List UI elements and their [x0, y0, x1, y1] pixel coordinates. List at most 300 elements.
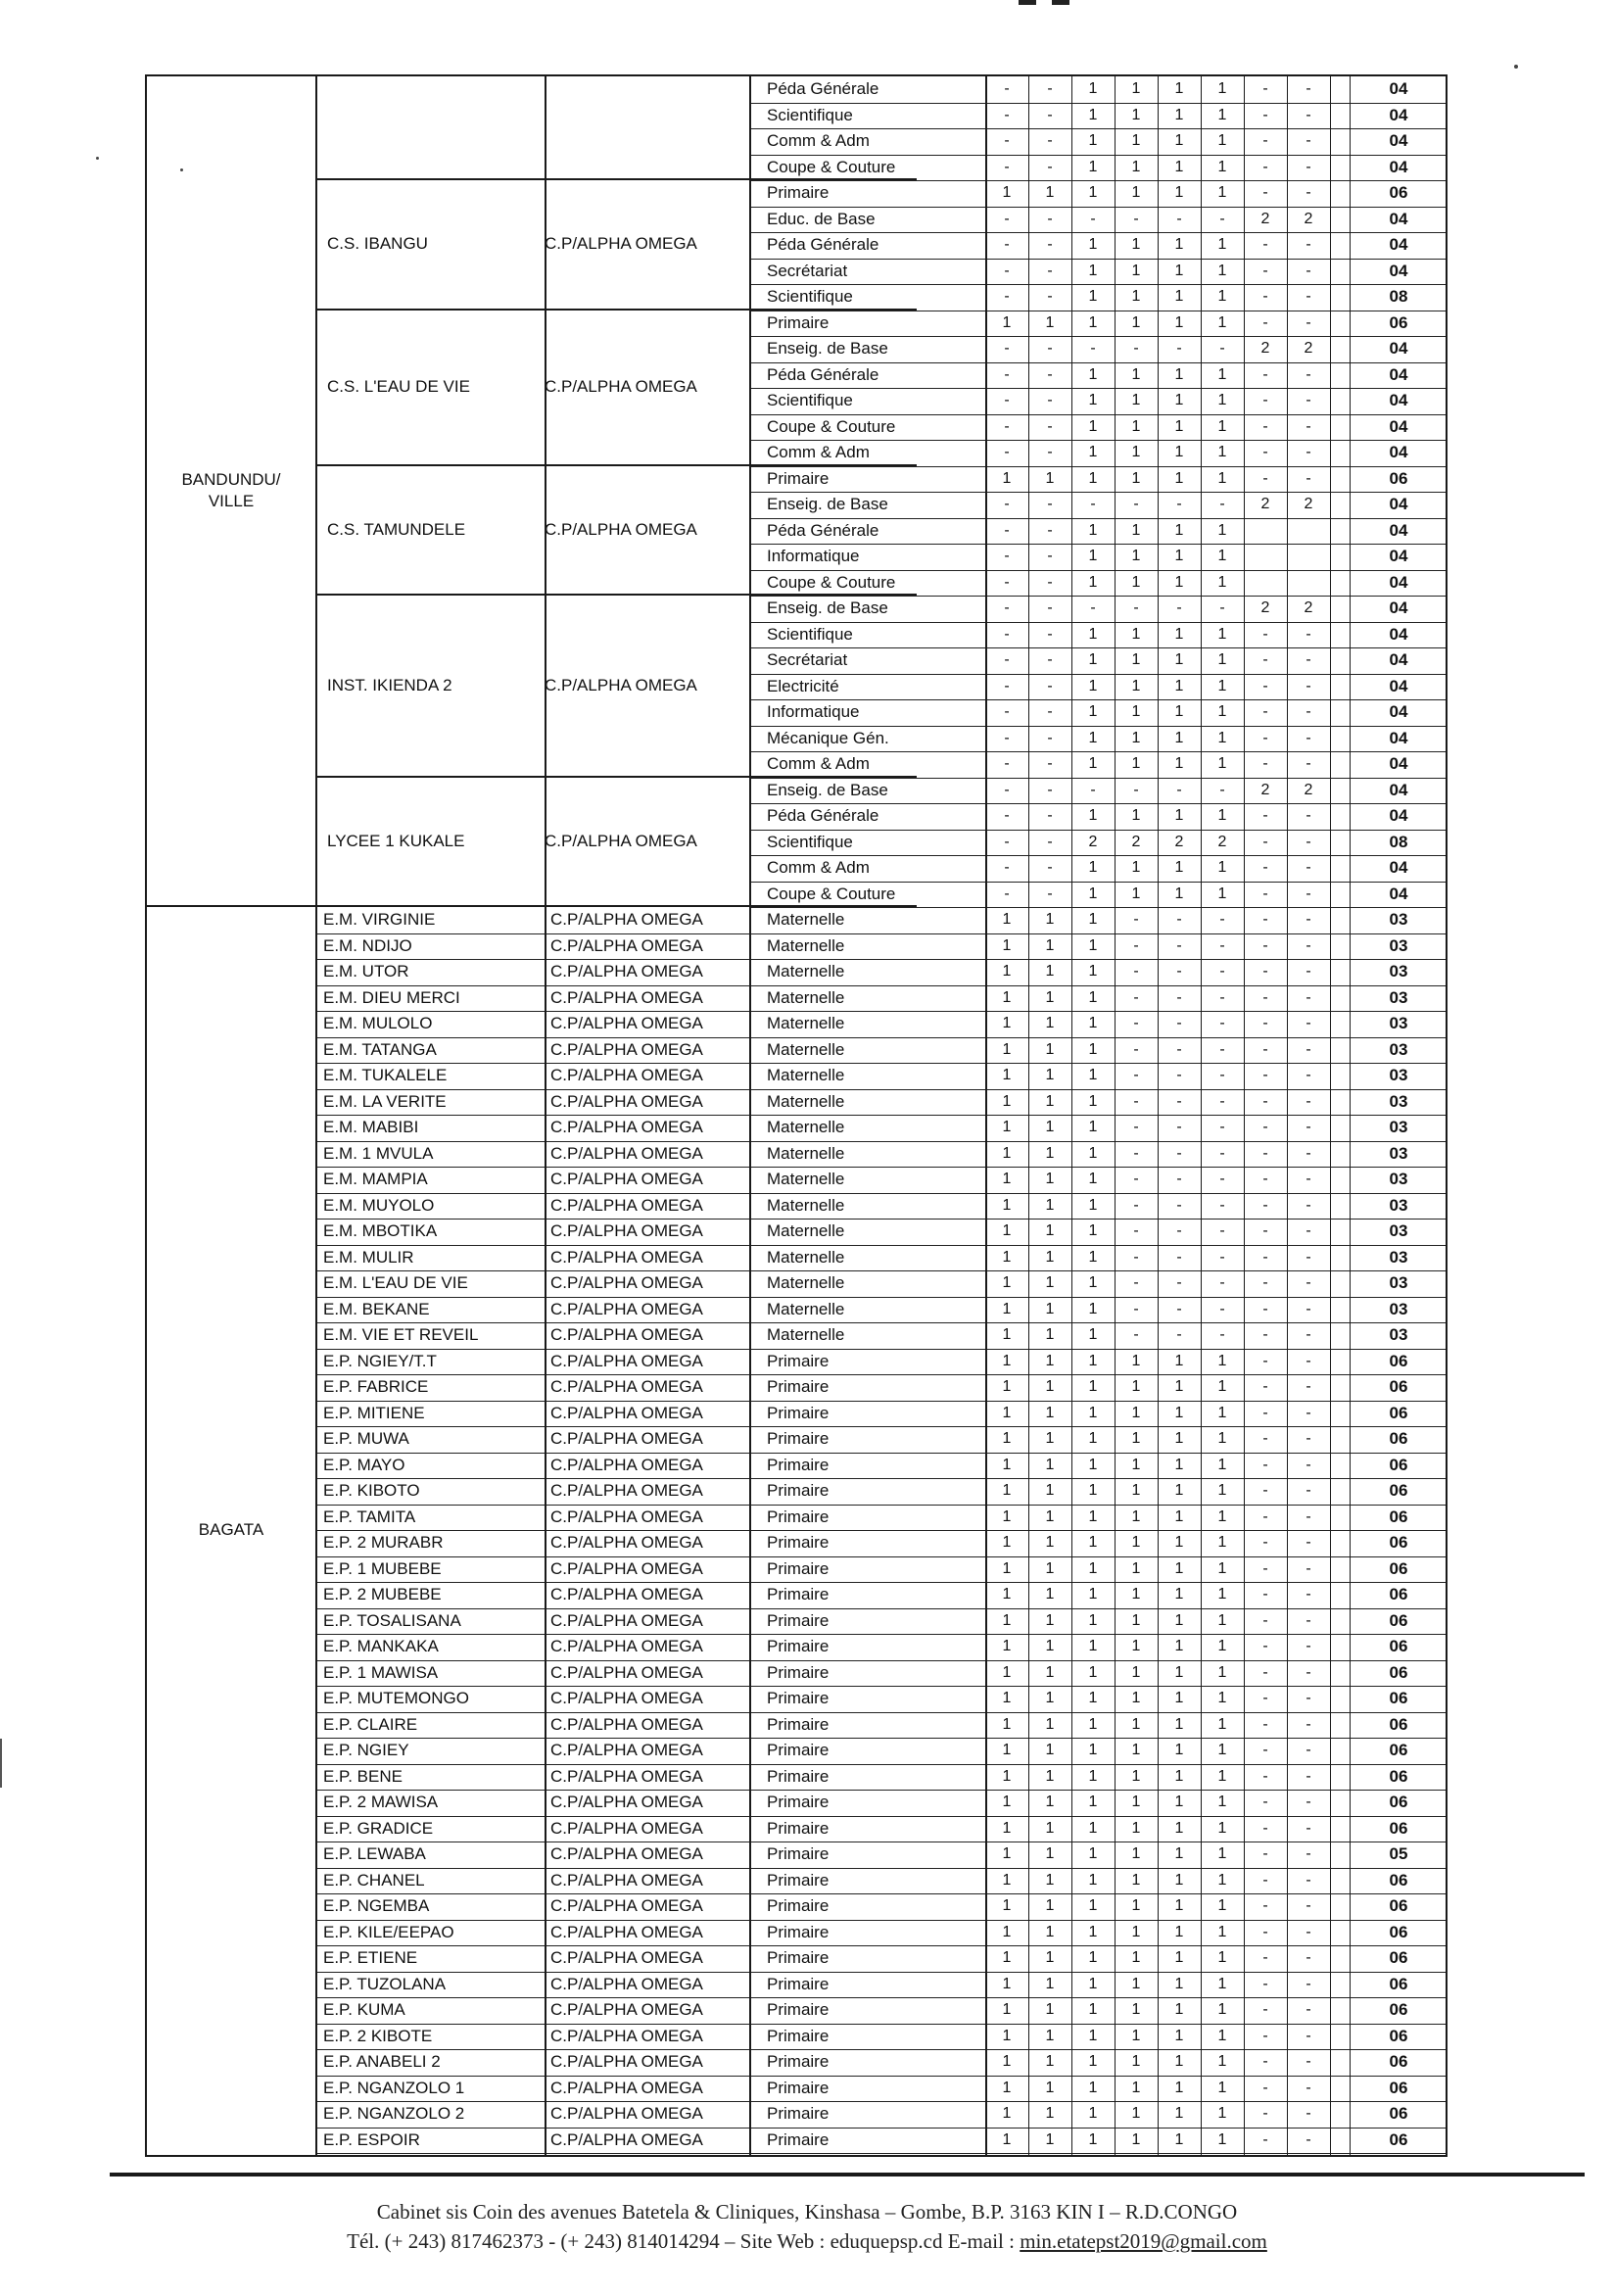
class-count-cell: 1: [1002, 1663, 1012, 1681]
group-name: C.P/ALPHA OMEGA: [550, 1689, 703, 1708]
class-count-cell: 1: [1217, 365, 1227, 383]
table-row: [147, 1868, 1446, 1894]
option-name: Primaire: [767, 1585, 830, 1604]
school-name: E.P. CLAIRE: [323, 1714, 418, 1734]
class-count-cell: -: [1004, 392, 1010, 409]
school-name: E.P. BENE: [323, 1766, 403, 1786]
column-rule: [1244, 76, 1245, 2155]
class-count-cell: -: [1262, 469, 1268, 487]
school-name: E.M. LA VERITE: [323, 1091, 447, 1111]
group-name: C.P/ALPHA OMEGA: [550, 2052, 703, 2072]
total-cell: 08: [1389, 832, 1408, 851]
class-count-cell: 1: [1045, 1586, 1055, 1603]
class-count-cell: 2: [1304, 781, 1313, 798]
class-count-cell: -: [1305, 729, 1311, 746]
class-count-cell: 1: [1045, 1378, 1055, 1396]
class-count-cell: -: [1262, 236, 1268, 254]
class-count-cell: -: [1305, 1507, 1311, 1525]
class-count-cell: 1: [1174, 1949, 1184, 1967]
class-count-cell: 2: [1304, 599, 1313, 617]
class-count-cell: 1: [1088, 106, 1098, 123]
table-row: [147, 180, 1446, 207]
row-rule: [315, 2153, 1446, 2154]
table-row: [147, 1297, 1446, 1323]
class-count-cell: -: [1133, 1171, 1139, 1188]
total-cell: 04: [1389, 858, 1408, 878]
allocation-table: [145, 74, 1448, 2157]
class-count-cell: 1: [1088, 184, 1098, 202]
total-cell: 06: [1389, 2129, 1408, 2149]
class-count-cell: 1: [1088, 963, 1098, 981]
option-name: Comm & Adm: [767, 131, 870, 151]
class-count-cell: 1: [1045, 1015, 1055, 1032]
group-name: C.P/ALPHA OMEGA: [550, 1066, 703, 1085]
class-count-cell: 1: [1131, 417, 1141, 435]
school-name: E.P. 2 MAWISA: [323, 1793, 439, 1812]
school-name: E.P. TAMITA: [323, 1507, 416, 1526]
school-name: E.M. MULOLO: [323, 1014, 433, 1033]
table-row: [147, 336, 1446, 362]
table-row: [147, 1505, 1446, 1531]
school-name: E.P. 2 MUBEBE: [323, 1585, 442, 1604]
class-count-cell: -: [1090, 210, 1096, 227]
class-count-cell: 1: [1131, 651, 1141, 669]
class-count-cell: -: [1047, 781, 1053, 798]
class-count-cell: -: [1047, 444, 1053, 461]
option-name: Primaire: [767, 2026, 830, 2045]
class-count-cell: 1: [1002, 1119, 1012, 1136]
class-count-cell: -: [1262, 885, 1268, 902]
class-count-cell: -: [1047, 80, 1053, 98]
table-row: [147, 570, 1446, 597]
class-count-cell: -: [1133, 963, 1139, 981]
class-count-cell: -: [1305, 1715, 1311, 1733]
group-name: C.P/ALPHA OMEGA: [550, 1741, 703, 1760]
group-name: C.P/ALPHA OMEGA: [550, 962, 703, 981]
class-count-cell: 1: [1174, 1742, 1184, 1759]
class-count-cell: -: [1262, 1248, 1268, 1266]
top-scan-mark: [1019, 0, 1073, 5]
class-count-cell: -: [1262, 1845, 1268, 1863]
class-count-cell: 1: [1045, 988, 1055, 1006]
option-name: Primaire: [767, 1689, 830, 1708]
total-cell: 03: [1389, 1143, 1408, 1163]
school-name: E.M. VIRGINIE: [323, 910, 436, 930]
class-count-cell: 1: [1088, 1144, 1098, 1162]
class-count-cell: -: [1305, 417, 1311, 435]
class-count-cell: -: [1219, 1119, 1225, 1136]
total-cell: 04: [1389, 728, 1408, 747]
class-count-cell: -: [1219, 1144, 1225, 1162]
class-count-cell: 1: [1002, 1300, 1012, 1317]
class-count-cell: 1: [1174, 1871, 1184, 1889]
class-count-cell: -: [1305, 1663, 1311, 1681]
class-count-cell: 1: [1174, 392, 1184, 409]
class-count-cell: [1244, 518, 1287, 545]
school-name: E.P. MANKAKA: [323, 1637, 439, 1656]
option-name: Maternelle: [767, 1170, 845, 1189]
option-name: Primaire: [767, 2078, 830, 2097]
class-count-cell: 1: [1002, 2130, 1012, 2148]
table-row: [147, 1167, 1446, 1193]
total-cell: 04: [1389, 235, 1408, 255]
table-row: [147, 1193, 1446, 1220]
option-name: Maternelle: [767, 1118, 845, 1137]
class-count-cell: -: [1047, 573, 1053, 591]
class-count-cell: 1: [1131, 1897, 1141, 1915]
class-count-cell: 1: [1174, 1897, 1184, 1915]
class-count-cell: 1: [1131, 573, 1141, 591]
class-count-cell: -: [1305, 703, 1311, 721]
class-count-cell: 1: [1088, 1742, 1098, 1759]
class-count-cell: -: [1262, 1040, 1268, 1058]
group-name: C.P/ALPHA OMEGA: [550, 935, 703, 955]
class-count-cell: 2: [1260, 210, 1270, 227]
option-name: Primaire: [767, 1741, 830, 1760]
class-count-cell: 2: [1174, 833, 1184, 850]
table-row: [147, 1660, 1446, 1687]
class-count-cell: 1: [1217, 1663, 1227, 1681]
total-cell: 06: [1389, 1533, 1408, 1553]
class-count-cell: 1: [1002, 1482, 1012, 1500]
class-count-cell: -: [1305, 1326, 1311, 1344]
total-cell: 06: [1389, 1377, 1408, 1397]
class-count-cell: 1: [1088, 1690, 1098, 1707]
class-count-cell: -: [1305, 2079, 1311, 2096]
class-count-cell: 1: [1002, 2027, 1012, 2044]
group-name: C.P/ALPHA OMEGA: [550, 1974, 703, 1993]
class-count-cell: 1: [1088, 1949, 1098, 1967]
table-row: [147, 103, 1446, 129]
school-name: E.M. MAMPIA: [323, 1170, 428, 1189]
class-count-cell: -: [1305, 1534, 1311, 1552]
class-count-cell: 2: [1088, 833, 1098, 850]
class-count-cell: 1: [1002, 2105, 1012, 2123]
class-count-cell: -: [1262, 729, 1268, 746]
footer-email[interactable]: min.etatepst2019@gmail.com: [1020, 2229, 1267, 2253]
class-count-cell: -: [1047, 651, 1053, 669]
class-count-cell: -: [1305, 1040, 1311, 1058]
class-count-cell: 1: [1002, 1196, 1012, 1214]
class-count-cell: -: [1004, 807, 1010, 825]
class-count-cell: -: [1219, 911, 1225, 929]
class-count-cell: 1: [1174, 469, 1184, 487]
class-count-cell: -: [1262, 1171, 1268, 1188]
class-count-cell: -: [1262, 1611, 1268, 1629]
table-row: [147, 1712, 1446, 1739]
class-count-cell: -: [1305, 1690, 1311, 1707]
class-count-cell: 1: [1088, 1015, 1098, 1032]
table-row: [147, 1816, 1446, 1842]
class-count-cell: -: [1047, 625, 1053, 643]
total-cell: 06: [1389, 1637, 1408, 1656]
class-count-cell: -: [1262, 1430, 1268, 1448]
class-count-cell: -: [1262, 1222, 1268, 1240]
school-name: E.P. TOSALISANA: [323, 1610, 461, 1630]
group-name: C.P/ALPHA OMEGA: [550, 1299, 703, 1318]
class-count-cell: 1: [1045, 1715, 1055, 1733]
class-count-cell: -: [1090, 781, 1096, 798]
total-cell: 06: [1389, 1948, 1408, 1968]
school-name: E.P. LEWABA: [323, 1844, 426, 1864]
class-count-cell: 1: [1131, 2053, 1141, 2071]
class-count-cell: -: [1305, 911, 1311, 929]
class-count-cell: -: [1305, 106, 1311, 123]
total-cell: 04: [1389, 780, 1408, 799]
class-count-cell: 1: [1002, 1326, 1012, 1344]
class-count-cell: -: [1133, 1144, 1139, 1162]
class-count-cell: -: [1262, 833, 1268, 850]
table-row: [147, 492, 1446, 518]
class-count-cell: 1: [1088, 1456, 1098, 1473]
class-count-cell: 1: [1174, 625, 1184, 643]
class-count-cell: -: [1047, 340, 1053, 358]
class-count-cell: -: [1305, 1171, 1311, 1188]
table-row: [147, 778, 1446, 804]
class-count-cell: -: [1090, 599, 1096, 617]
class-count-cell: -: [1305, 1404, 1311, 1421]
class-count-cell: 1: [1088, 1638, 1098, 1655]
class-count-cell: -: [1133, 1196, 1139, 1214]
class-count-cell: 1: [1174, 1845, 1184, 1863]
class-count-cell: 1: [1131, 1611, 1141, 1629]
class-count-cell: -: [1305, 807, 1311, 825]
class-count-cell: 1: [1217, 1949, 1227, 1967]
table-row: [147, 882, 1446, 908]
class-count-cell: -: [1176, 340, 1182, 358]
school-name: E.M. 1 MVULA: [323, 1143, 434, 1163]
class-count-cell: 1: [1217, 1482, 1227, 1500]
school-name: E.M. TUKALELE: [323, 1066, 448, 1085]
class-count-cell: 1: [1131, 1819, 1141, 1837]
class-count-cell: -: [1262, 1819, 1268, 1837]
class-count-cell: -: [1305, 1819, 1311, 1837]
class-count-cell: -: [1219, 936, 1225, 954]
class-count-cell: -: [1305, 313, 1311, 331]
total-cell: 05: [1389, 1844, 1408, 1864]
region-cell-bandundu: BANDUNDU/ VILLE: [147, 76, 315, 907]
class-count-cell: -: [1004, 80, 1010, 98]
class-count-cell: 1: [1217, 158, 1227, 175]
total-cell: 04: [1389, 364, 1408, 384]
option-name: Maternelle: [767, 1066, 845, 1085]
option-name: Maternelle: [767, 935, 845, 955]
class-count-cell: 1: [1088, 573, 1098, 591]
class-count-cell: 1: [1088, 1040, 1098, 1058]
class-count-cell: -: [1219, 1040, 1225, 1058]
class-count-cell: 1: [1045, 936, 1055, 954]
table-row: [147, 440, 1446, 466]
option-name: Maternelle: [767, 987, 845, 1007]
total-cell: 06: [1389, 2104, 1408, 2124]
class-count-cell: 1: [1217, 313, 1227, 331]
school-name: E.P. ETIENE: [323, 1948, 418, 1968]
class-count-cell: 1: [1217, 677, 1227, 694]
class-count-cell: 1: [1002, 1794, 1012, 1811]
table-row: [147, 284, 1446, 311]
class-count-cell: 1: [1131, 1767, 1141, 1785]
total-cell: 06: [1389, 1429, 1408, 1449]
group-name: C.P/ALPHA OMEGA: [550, 1922, 703, 1941]
option-name: Primaire: [767, 1610, 830, 1630]
class-count-cell: -: [1004, 833, 1010, 850]
class-count-cell: 1: [1174, 2053, 1184, 2071]
class-count-cell: -: [1262, 1092, 1268, 1110]
class-count-cell: -: [1262, 1119, 1268, 1136]
class-count-cell: 1: [1002, 2001, 1012, 2019]
class-count-cell: -: [1305, 1430, 1311, 1448]
class-count-cell: -: [1262, 1975, 1268, 1992]
class-count-cell: 1: [1045, 1430, 1055, 1448]
class-count-cell: -: [1262, 703, 1268, 721]
school-name: E.P. 2 MURABR: [323, 1533, 444, 1553]
class-count-cell: -: [1133, 1040, 1139, 1058]
class-count-cell: 1: [1045, 1690, 1055, 1707]
total-cell: 04: [1389, 391, 1408, 410]
total-cell: 03: [1389, 1014, 1408, 1033]
class-count-cell: 1: [1088, 651, 1098, 669]
class-count-cell: -: [1305, 1196, 1311, 1214]
class-count-cell: 1: [1002, 1507, 1012, 1525]
class-count-cell: -: [1305, 625, 1311, 643]
class-count-cell: 1: [1174, 1430, 1184, 1448]
class-count-cell: -: [1004, 106, 1010, 123]
table-row: [147, 1245, 1446, 1271]
class-count-cell: -: [1262, 1196, 1268, 1214]
class-count-cell: 1: [1088, 936, 1098, 954]
class-count-cell: 1: [1002, 1144, 1012, 1162]
total-cell: 03: [1389, 1273, 1408, 1293]
class-count-cell: 1: [1045, 1638, 1055, 1655]
class-count-cell: -: [1305, 1611, 1311, 1629]
group-name: C.P/ALPHA OMEGA: [550, 1403, 703, 1422]
class-count-cell: 2: [1131, 833, 1141, 850]
class-count-cell: -: [1305, 365, 1311, 383]
class-count-cell: -: [1262, 1559, 1268, 1577]
school-name: E.P. 1 MAWISA: [323, 1662, 439, 1682]
group-name: C.P/ALPHA OMEGA: [550, 1585, 703, 1604]
school-name: E.P. 1 MUBEBE: [323, 1558, 442, 1578]
class-count-cell: [1287, 570, 1330, 597]
table-row: [147, 699, 1446, 726]
class-count-cell: 1: [1131, 1638, 1141, 1655]
group-name: C.P/ALPHA OMEGA: [550, 2026, 703, 2045]
class-count-cell: -: [1305, 1352, 1311, 1369]
class-count-cell: 1: [1174, 677, 1184, 694]
total-cell: 04: [1389, 676, 1408, 695]
class-count-cell: -: [1219, 1326, 1225, 1344]
total-cell: 04: [1389, 131, 1408, 151]
class-count-cell: 1: [1045, 1040, 1055, 1058]
class-count-cell: -: [1305, 1975, 1311, 1992]
class-count-cell: 1: [1002, 1222, 1012, 1240]
table-row: [147, 1893, 1446, 1920]
class-count-cell: 1: [1045, 911, 1055, 929]
class-count-cell: 1: [1131, 677, 1141, 694]
class-count-cell: 1: [1002, 1274, 1012, 1292]
option-name: Maternelle: [767, 1014, 845, 1033]
class-count-cell: 1: [1131, 236, 1141, 254]
school-name: E.P. ANABELI 2: [323, 2052, 441, 2072]
class-count-cell: 1: [1131, 1430, 1141, 1448]
group-name: C.P/ALPHA OMEGA: [550, 1195, 703, 1215]
class-count-cell: -: [1004, 521, 1010, 539]
class-count-cell: 1: [1174, 106, 1184, 123]
group-name: C.P/ALPHA OMEGA: [550, 1455, 703, 1474]
class-count-cell: -: [1262, 313, 1268, 331]
class-count-cell: -: [1004, 755, 1010, 773]
option-name: Primaire: [767, 1948, 830, 1968]
class-count-cell: 1: [1217, 1534, 1227, 1552]
option-name: Primaire: [767, 1974, 830, 1993]
total-cell: 04: [1389, 157, 1408, 176]
total-cell: 08: [1389, 287, 1408, 307]
table-row: [147, 207, 1446, 233]
class-count-cell: -: [1305, 755, 1311, 773]
option-name: Primaire: [767, 468, 830, 488]
group-name: C.P/ALPHA OMEGA: [550, 1507, 703, 1526]
class-count-cell: -: [1305, 1378, 1311, 1396]
class-count-cell: 1: [1174, 262, 1184, 279]
class-count-cell: -: [1262, 365, 1268, 383]
option-name: Primaire: [767, 1533, 830, 1553]
class-count-cell: -: [1047, 392, 1053, 409]
class-count-cell: 1: [1088, 392, 1098, 409]
class-count-cell: -: [1262, 1690, 1268, 1707]
school-name: E.P. MUTEMONGO: [323, 1689, 469, 1708]
total-cell: 03: [1389, 1221, 1408, 1241]
class-count-cell: 1: [1131, 288, 1141, 306]
option-name: Scientifique: [767, 287, 853, 307]
group-name: C.P/ALPHA OMEGA: [550, 1610, 703, 1630]
table-row: [147, 232, 1446, 259]
column-rule: [1115, 76, 1116, 2155]
class-count-cell: 1: [1131, 1871, 1141, 1889]
class-count-cell: -: [1047, 236, 1053, 254]
group-name: C.P/ALPHA OMEGA: [545, 377, 697, 396]
table-row: [147, 2076, 1446, 2102]
class-count-cell: -: [1262, 859, 1268, 877]
school-name: E.P. NGANZOLO 1: [323, 2078, 465, 2097]
class-count-cell: -: [1004, 210, 1010, 227]
group-name: C.P/ALPHA OMEGA: [550, 1870, 703, 1889]
class-count-cell: 1: [1088, 1092, 1098, 1110]
option-name: Maternelle: [767, 1325, 845, 1345]
class-count-cell: 1: [1002, 1067, 1012, 1084]
class-count-cell: -: [1305, 1897, 1311, 1915]
class-count-cell: -: [1004, 158, 1010, 175]
class-count-cell: 1: [1217, 885, 1227, 902]
class-count-cell: -: [1176, 1144, 1182, 1162]
table-row: [147, 1426, 1446, 1453]
class-count-cell: 1: [1088, 755, 1098, 773]
group-name: C.P/ALPHA OMEGA: [550, 1818, 703, 1838]
class-count-cell: 1: [1088, 288, 1098, 306]
class-count-cell: 1: [1217, 469, 1227, 487]
class-count-cell: 1: [1045, 1611, 1055, 1629]
class-count-cell: 1: [1131, 1482, 1141, 1500]
total-cell: 06: [1389, 468, 1408, 488]
class-count-cell: 1: [1217, 1559, 1227, 1577]
total-cell: 04: [1389, 105, 1408, 124]
option-name: Coupe & Couture: [767, 572, 896, 592]
class-count-cell: 1: [1045, 1171, 1055, 1188]
class-count-cell: 1: [1131, 2105, 1141, 2123]
total-cell: 03: [1389, 1247, 1408, 1267]
class-count-cell: 1: [1045, 2130, 1055, 2148]
class-count-cell: 1: [1088, 859, 1098, 877]
class-count-cell: 1: [1174, 1819, 1184, 1837]
